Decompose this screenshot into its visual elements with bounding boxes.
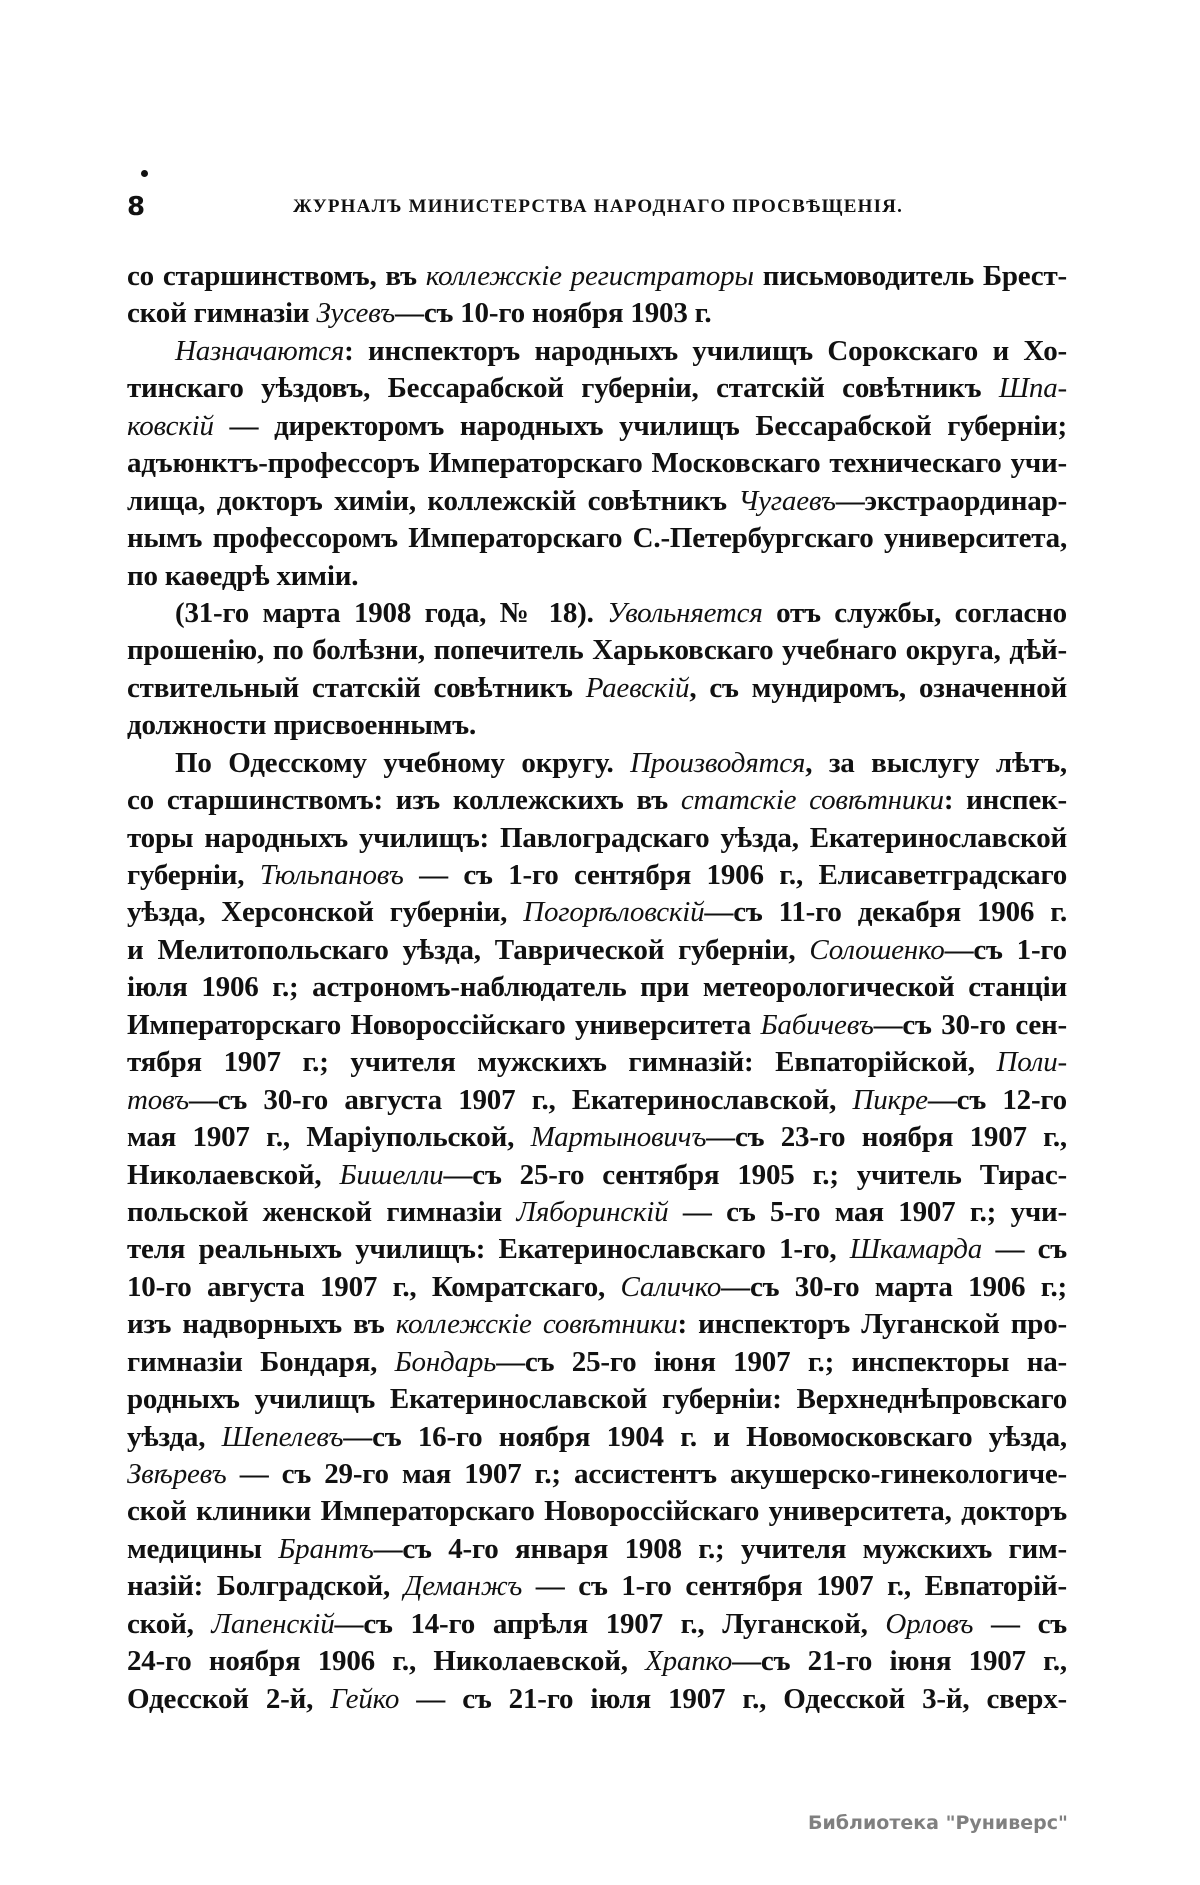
text-run: польской женской гимназіи — [127, 1195, 517, 1228]
text-run: (31-го марта 1908 года, № 18). — [175, 596, 608, 629]
text-run: — директоромъ народныхъ училищъ Бессарабской губерніи; — [213, 409, 1067, 442]
text-line — [127, 1456, 1067, 1493]
text-run: мая 1907 г., Маріупольской, — [127, 1121, 531, 1154]
print-speck — [141, 170, 148, 177]
italic-text: Лапенскій — [211, 1607, 335, 1640]
text-run: : инспек- — [943, 784, 1067, 817]
text-run: ствительный статскій совѣтникъ — [127, 671, 586, 704]
text-run: изъ надворныхъ въ — [127, 1308, 396, 1341]
text-line — [127, 258, 1067, 295]
text-line — [127, 295, 1067, 332]
text-line — [127, 595, 1067, 632]
text-line — [127, 1044, 1067, 1081]
text-run: назій: Болградской, — [127, 1570, 404, 1603]
text-line — [127, 1194, 1067, 1231]
text-run: —съ 1-го — [944, 933, 1067, 966]
italic-text: Орловъ — [885, 1607, 974, 1640]
text-run: Императорскаго Новороссійскаго университета — [127, 1008, 761, 1041]
italic-text: Тюльпановъ — [259, 859, 404, 891]
italic-text: Мартыновичъ — [530, 1121, 707, 1154]
text-run: —съ 25-го сентября 1905 г.; учитель Тирас- — [443, 1158, 1067, 1191]
text-run: прошенію, по болѣзни, попечитель Харьковскаго учебнаго округа, дѣй- — [127, 634, 1067, 667]
text-run: со старшинствомъ: изъ коллежскихъ въ — [127, 784, 681, 817]
text-run: лища, докторъ химіи, коллежскій совѣтникъ — [127, 484, 739, 517]
italic-text: Увольняется — [607, 596, 763, 629]
italic-text: Шепелевъ — [221, 1420, 344, 1453]
italic-text: Ляборинскій — [516, 1195, 669, 1228]
text-run: — съ — [973, 1607, 1067, 1640]
text-run: —съ 10-го ноября 1903 г. — [395, 297, 712, 330]
italic-text: Деманжъ — [403, 1570, 523, 1603]
text-line — [127, 969, 1067, 1006]
text-line — [127, 1007, 1067, 1044]
text-line — [127, 520, 1067, 557]
text-run: уѣзда, — [127, 1420, 222, 1453]
text-run: —съ 23-го ноября 1907 г., — [706, 1121, 1067, 1154]
text-line — [127, 1419, 1067, 1456]
text-run: 24-го ноября 1906 г., Николаевской, — [127, 1645, 646, 1678]
journal-title: ЖУРНАЛЪ МИНИСТЕРСТВА НАРОДНАГО ПРОСВѢЩЕНІЯ. — [293, 196, 904, 217]
text-run: — съ 1-го сентября 1906 г., Елисаветградскаго — [403, 859, 1067, 891]
text-run: гимназіи Бондаря, — [127, 1345, 395, 1378]
text-line — [127, 932, 1067, 969]
italic-text: Бондарь — [394, 1345, 497, 1378]
text-run: тинскаго уѣздовъ, Бессарабской губерніи, статскій совѣтникъ — [127, 372, 999, 405]
italic-text: Чугаевъ — [738, 484, 836, 517]
italic-text: коллежскіе совѣтники — [395, 1308, 678, 1341]
text-run: ской клиники Императорскаго Новороссійскаго университета, докторъ — [127, 1495, 1067, 1528]
italic-text: Погорѣловскій — [523, 896, 705, 929]
page-number: 8 — [127, 192, 146, 222]
italic-text: Саличко — [620, 1270, 722, 1303]
running-header — [127, 190, 1067, 224]
text-line — [127, 1681, 1067, 1718]
text-line — [127, 1643, 1067, 1680]
text-line — [127, 782, 1067, 819]
text-run: медицины — [127, 1532, 279, 1565]
text-run: : инспекторъ Луганской про- — [677, 1308, 1067, 1341]
text-run: іюля 1906 г.; астрономъ-наблюдатель при метеорологической станціи — [127, 971, 1067, 1004]
text-run: по каѳедрѣ химіи. — [127, 559, 359, 592]
text-run: —съ 30-го августа 1907 г., Екатеринославской, — [188, 1083, 853, 1116]
text-line — [127, 632, 1067, 669]
italic-text: Шкамарда — [849, 1233, 983, 1266]
text-run: 10-го августа 1907 г., Комратскаго, — [127, 1270, 621, 1303]
italic-text: Гейко — [330, 1682, 400, 1715]
text-run: —съ 11-го декабря 1906 г. — [704, 896, 1068, 929]
text-line — [127, 857, 1067, 894]
text-line — [127, 1231, 1067, 1268]
text-line — [127, 1568, 1067, 1605]
text-run: —съ 12-го — [927, 1083, 1067, 1116]
library-watermark: Библиотека "Руниверс" — [808, 1812, 1068, 1834]
italic-text: Солошенко — [809, 933, 945, 966]
text-line — [127, 745, 1067, 782]
text-run: губерніи, — [127, 859, 260, 891]
text-run: Николаевской, — [127, 1158, 340, 1191]
text-line — [127, 1306, 1067, 1343]
text-line — [127, 1606, 1067, 1643]
italic-text: Производятся — [630, 746, 806, 779]
text-run: —съ 30-го сен- — [873, 1008, 1067, 1041]
text-run: —съ 25-го іюня 1907 г.; инспекторы на- — [496, 1345, 1067, 1378]
text-run: тября 1907 г.; учителя мужскихъ гимназій: Евпаторійской, — [127, 1046, 997, 1079]
italic-text: Пикре — [852, 1083, 928, 1116]
text-run: — съ 29-го мая 1907 г.; ассистентъ акушерско-гинекологиче- — [226, 1458, 1067, 1490]
italic-text: коллежскіе регистраторы — [425, 260, 754, 292]
text-line — [127, 894, 1067, 931]
text-run: со старшинствомъ, въ — [127, 260, 426, 292]
text-run: нымъ профессоромъ Императорскаго С.-Петербургскаго университета, — [127, 522, 1067, 555]
text-run: —съ 30-го марта 1906 г.; — [721, 1270, 1068, 1303]
italic-text: Раевскій — [585, 671, 690, 704]
text-run: — съ 5-го мая 1907 г.; учи- — [668, 1195, 1067, 1228]
text-line — [127, 1344, 1067, 1381]
text-run: — съ 21-го іюля 1907 г., Одесской 3-й, сверх- — [399, 1682, 1067, 1715]
text-line — [127, 1269, 1067, 1306]
text-run: —съ 16-го ноября 1904 г. и Новомосковскаго уѣзда, — [343, 1420, 1067, 1453]
italic-text: статскіе совѣтники — [680, 784, 944, 817]
italic-text: товъ — [127, 1083, 189, 1116]
text-run: — съ — [982, 1233, 1067, 1266]
text-run: письмоводитель Брест- — [753, 260, 1067, 292]
italic-text: Зусевъ — [316, 297, 396, 330]
text-run: , за выслугу лѣтъ, — [805, 746, 1067, 779]
text-line — [127, 1082, 1067, 1119]
text-line — [127, 483, 1067, 520]
text-line — [127, 408, 1067, 445]
text-run: торы народныхъ училищъ: Павлоградскаго уѣзда, Екатеринославской — [127, 821, 1067, 854]
text-line — [127, 1157, 1067, 1194]
text-run: должности присвоеннымъ. — [127, 709, 476, 742]
text-run: ской гимназіи — [127, 297, 317, 330]
italic-text: ковскій — [127, 409, 214, 442]
text-line — [127, 1493, 1067, 1530]
text-run: Одесской 2-й, — [127, 1682, 331, 1715]
text-run: —съ 4-го января 1908 г.; учителя мужскихъ гим- — [373, 1532, 1067, 1565]
text-run: —экстраординар- — [835, 484, 1067, 517]
text-line — [127, 445, 1067, 482]
text-run: —съ 14-го апрѣля 1907 г., Луганской, — [334, 1607, 886, 1640]
italic-text: Бабичевъ — [760, 1008, 874, 1041]
italic-text: Шпа- — [998, 372, 1067, 405]
text-line — [127, 1531, 1067, 1568]
body-text — [127, 258, 1067, 1718]
text-line — [127, 1119, 1067, 1156]
text-line — [127, 670, 1067, 707]
text-run: и Мелитопольскаго уѣзда, Таврической губерніи, — [127, 933, 810, 966]
text-run: ской, — [127, 1607, 212, 1640]
italic-text: Храпко — [645, 1645, 733, 1678]
text-run: — съ 1-го сентября 1907 г., Евпаторій- — [522, 1570, 1067, 1603]
text-line — [127, 558, 1067, 595]
italic-text: Бишелли — [339, 1158, 444, 1191]
text-line — [127, 707, 1067, 744]
text-run: адъюнктъ-профессоръ Императорскаго Московскаго техническаго учи- — [127, 447, 1067, 480]
text-line — [127, 1381, 1067, 1418]
italic-text: Брантъ — [278, 1532, 374, 1565]
italic-text: Звѣревъ — [127, 1458, 227, 1490]
italic-text: Назначаются — [175, 334, 345, 367]
text-line — [127, 820, 1067, 857]
text-run: уѣзда, Херсонской губерніи, — [127, 896, 524, 929]
text-run: отъ службы, согласно — [762, 596, 1067, 629]
text-run: теля реальныхъ училищъ: Екатеринославскаго 1-го, — [127, 1233, 850, 1266]
text-run: , съ мундиромъ, означенной — [689, 671, 1068, 704]
italic-text: Поли- — [996, 1046, 1067, 1079]
text-run: По Одесскому учебному округу. — [175, 746, 631, 779]
text-line — [127, 333, 1067, 370]
text-run: : инспекторъ народныхъ училищъ Сорокскаго и Хо- — [344, 334, 1067, 367]
text-run: —съ 21-го іюня 1907 г., — [732, 1645, 1067, 1678]
text-line — [127, 370, 1067, 407]
text-run: родныхъ училищъ Екатеринославской губерніи: Верхнеднѣпровскаго — [127, 1383, 1067, 1416]
